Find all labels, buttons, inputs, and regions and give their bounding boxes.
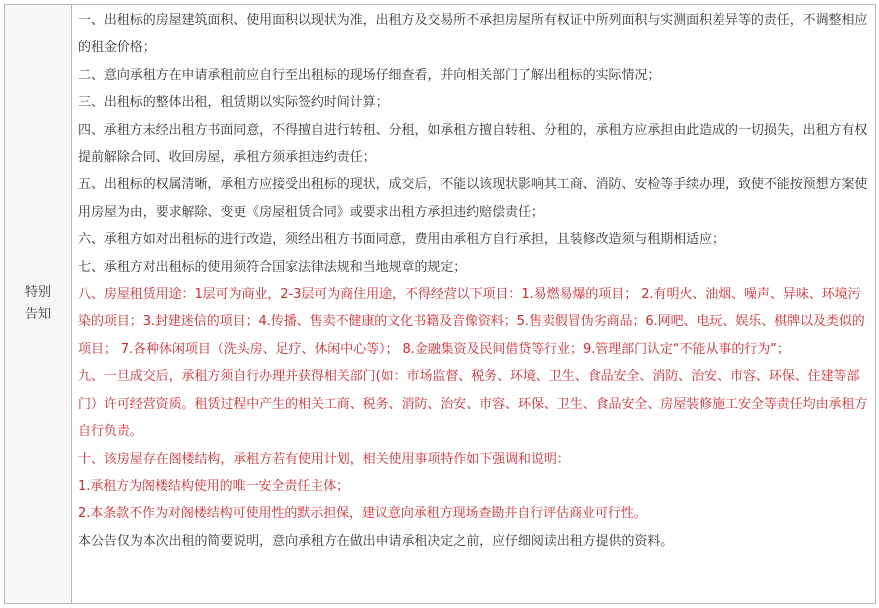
notice-content: [72, 5, 875, 603]
clause-10-item-2: 2.本条款不作为对阁楼结构可使用性的默示担保，建议意向承租方现场查勘并自行评估商业可行性。: [78, 506, 647, 522]
section-label: 特别告知: [24, 285, 51, 322]
clause-9-permits: 九、一旦成交后，承租方须自行办理并获得相关部门(如：市场监督、税务、环境、卫生、食品安全、消防、治安、市容、环保、住建等部门）许可经营资质。租赁过程中产生的相关工商、税务、消防、治安、市容、环保、卫生、食品安全、房屋装修施工安全等责任均由承租方自行负责。: [78, 369, 868, 440]
closing-note: 本公告仅为本次出租的简要说明，意向承租方在做出申请承租决定之前，应仔细阅读出租方提供的资料。: [78, 533, 674, 549]
clause-4: 四、承租方未经出租方书面同意，不得擅自进行转租、分租，如承租方擅自转租、分租的，承租方应承担由此造成的一切损失，出租方有权提前解除合同、收回房屋，承租方须承担违约责任；: [78, 122, 868, 166]
clause-5: 五、出租标的权属清晰，承租方应接受出租标的现状，成交后，不能以该现状影响其工商、消防、安检等手续办理，致使不能按预想方案使用房屋为由，要求解除、变更《房屋租赁合同》或要求出租方承担违约赔偿责任；: [78, 177, 868, 220]
section-label-cell: [5, 5, 72, 603]
notice-table: [4, 4, 876, 604]
clause-6: 六、承租方如对出租标的进行改造，须经出租方书面同意，费用由承租方自行承担，且装修改造须与租期相适应；: [78, 232, 726, 248]
clause-3: 三、出租标的整体出租，租赁期以实际签约时间计算；: [78, 95, 389, 111]
clause-2: 二、意向承租方在申请承租前应自行至出租标的现场仔细查看，并向相关部门了解出租标的实际情况；: [78, 67, 661, 83]
clause-7: 七、承租方对出租标的使用须符合国家法律法规和当地规章的规定；: [78, 259, 467, 275]
clause-10-loft: 十、该房屋存在阁楼结构，承租方若有使用计划，相关使用事项特作如下强调和说明：: [78, 451, 570, 467]
clause-10-item-1: 1.承租方为阁楼结构使用的唯一安全责任主体；: [78, 478, 350, 494]
clause-8-usage: 八、房屋租赁用途：1层可为商业，2-3层可为商住用途，不得经营以下项目：1.易燃易爆的项目； 2.有明火、油烟、噪声、异味、环境污染的项目；3.封建迷信的项目；4.传播、售卖不健康的文化书籍及音像资料；5.售卖假冒伪劣商品；6.网吧、电玩、娱乐、棋牌以及类似的项目； 7.各种休闲项目（洗头房、足疗、休闲中心等）； 8.金融集资及民间借贷等行业；9.管理部门认定“不能从事的行为”；: [78, 287, 865, 357]
clause-1: 一、出租标的房屋建筑面积、使用面积以现状为准，出租方及交易所不承担房屋所有权证中所列面积与实测面积差异等的责任，不调整相应的租金价格；: [78, 13, 868, 56]
